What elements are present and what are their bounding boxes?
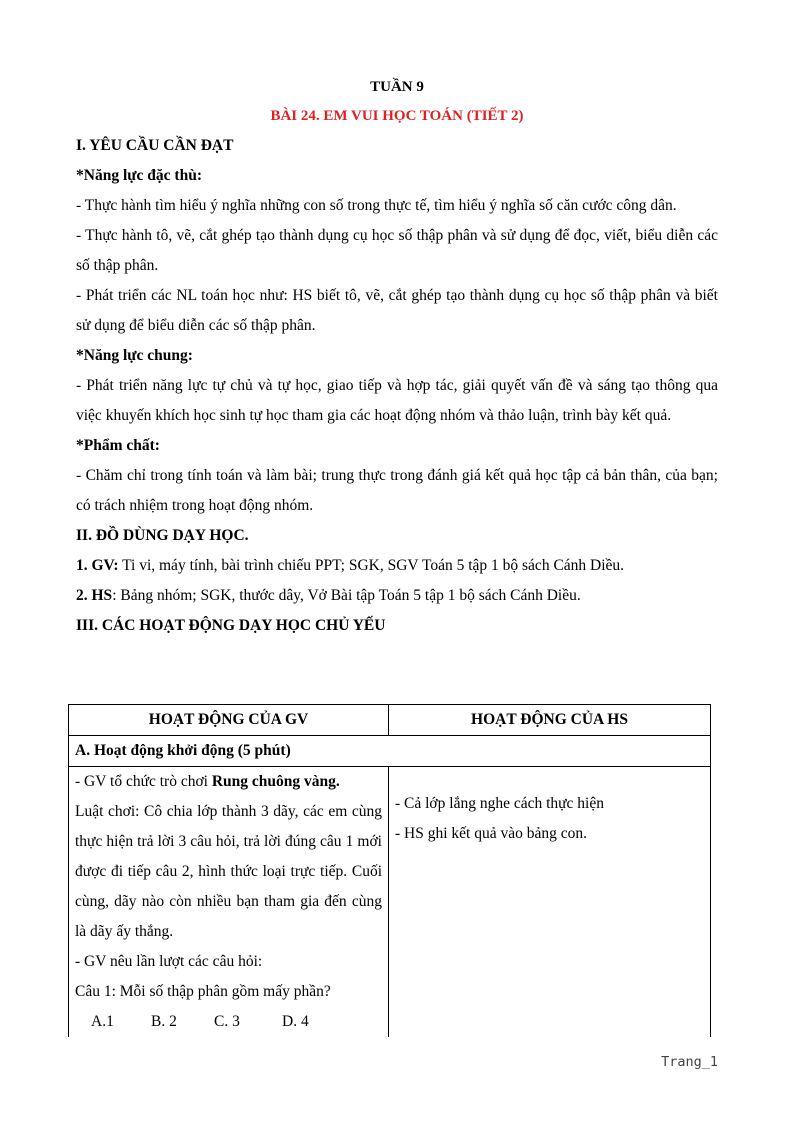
- table-header-row: [69, 705, 711, 736]
- quality-item: - Chăm chỉ trong tính toán và làm bài; trung thực trong đánh giá kết quả học tập cả bản thân, của bạn; có trách nhiệm trong hoạt động nhóm.: [76, 467, 718, 514]
- hs-activity-cell: [389, 767, 711, 1038]
- question-1: Câu 1: Mỗi số thập phân gồm mấy phần?: [75, 983, 331, 1000]
- special-item-2: - Thực hành tô, vẽ, cắt ghép tạo thành dụng cụ học số thập phân và sử dụng để đọc, viết, biểu diễn các số thập phân.: [76, 227, 718, 274]
- special-competence-title: *Năng lực đặc thù:: [76, 167, 202, 184]
- lesson-title: BÀI 24. EM VUI HỌC TOÁN (TIẾT 2): [270, 108, 524, 124]
- document-page: [76, 73, 718, 641]
- gv-materials-text: Ti vi, máy tính, bài trình chiếu PPT; SGK, SGV Toán 5 tập 1 bộ sách Cánh Diều.: [118, 557, 625, 574]
- game-name: Rung chuông vàng.: [211, 773, 340, 790]
- general-competence-title: *Năng lực chung:: [76, 347, 193, 364]
- hs-label: 2. HS: [76, 587, 113, 604]
- page-number: Trang_1: [661, 1054, 718, 1070]
- header-gv: HOẠT ĐỘNG CỦA GV: [69, 705, 389, 736]
- quality-title: *Phẩm chất:: [76, 437, 160, 454]
- general-item: - Phát triển năng lực tự chủ và tự học, giao tiếp và hợp tác, giải quyết vấn đề và sáng tạo thông qua việc khuyến khích học sinh tự học tham gia các hoạt động nhóm và thảo luận, trình bày kết quả.: [76, 377, 718, 424]
- week-title: TUẦN 9: [370, 79, 424, 95]
- question-1-options: [75, 1007, 382, 1037]
- option-a: A.1: [91, 1013, 114, 1030]
- gv-activity-cell: [69, 767, 389, 1038]
- hs-line-1: - Cả lớp lắng nghe cách thực hiện: [395, 795, 604, 812]
- header-hs: HOẠT ĐỘNG CỦA HS: [389, 705, 711, 736]
- gv-questions: - GV nêu lần lượt các câu hỏi:: [75, 953, 263, 970]
- option-c: C. 3: [214, 1013, 240, 1030]
- option-d: D. 4: [282, 1013, 309, 1030]
- activity-a-title: A. Hoạt động khởi động (5 phút): [69, 736, 711, 767]
- gv-materials: [76, 551, 718, 581]
- gv-label: 1. GV:: [76, 557, 119, 574]
- activities-table: [68, 704, 711, 1037]
- special-item-3: - Phát triển các NL toán học như: HS biết tô, vẽ, cắt ghép tạo thành dụng cụ học số thập phân và biết sử dụng để biểu diễn các số thập phân.: [76, 287, 718, 334]
- section1-title: I. YÊU CẦU CẦN ĐẠT: [76, 137, 234, 154]
- hs-materials-text: : Bảng nhóm; SGK, thước dây, Vở Bài tập Toán 5 tập 1 bộ sách Cánh Diều.: [112, 587, 581, 604]
- option-b: B. 2: [151, 1013, 177, 1030]
- hs-line-2: - HS ghi kết quả vào bảng con.: [395, 825, 587, 842]
- activity-a-row: [69, 736, 711, 767]
- table-row: [69, 767, 711, 1038]
- gv-rules: Luật chơi: Cô chia lớp thành 3 dãy, các em cùng thực hiện trả lời 3 câu hỏi, trả lời đúng câu 1 mới được đi tiếp câu 2, hình thức loại trực tiếp. Cuối cùng, dãy nào còn nhiều bạn tham gia đến cùng là dãy ấy thắng.: [75, 803, 382, 940]
- special-item-1: - Thực hành tìm hiểu ý nghĩa những con số trong thực tế, tìm hiểu ý nghĩa số căn cước công dân.: [76, 197, 677, 214]
- section2-title: II. ĐỒ DÙNG DẠY HỌC.: [76, 527, 249, 544]
- hs-materials: [76, 581, 718, 611]
- gv-intro: - GV tổ chức trò chơi Rung chuông vàng.: [75, 773, 340, 790]
- section3-title: III. CÁC HOẠT ĐỘNG DẠY HỌC CHỦ YẾU: [76, 617, 386, 634]
